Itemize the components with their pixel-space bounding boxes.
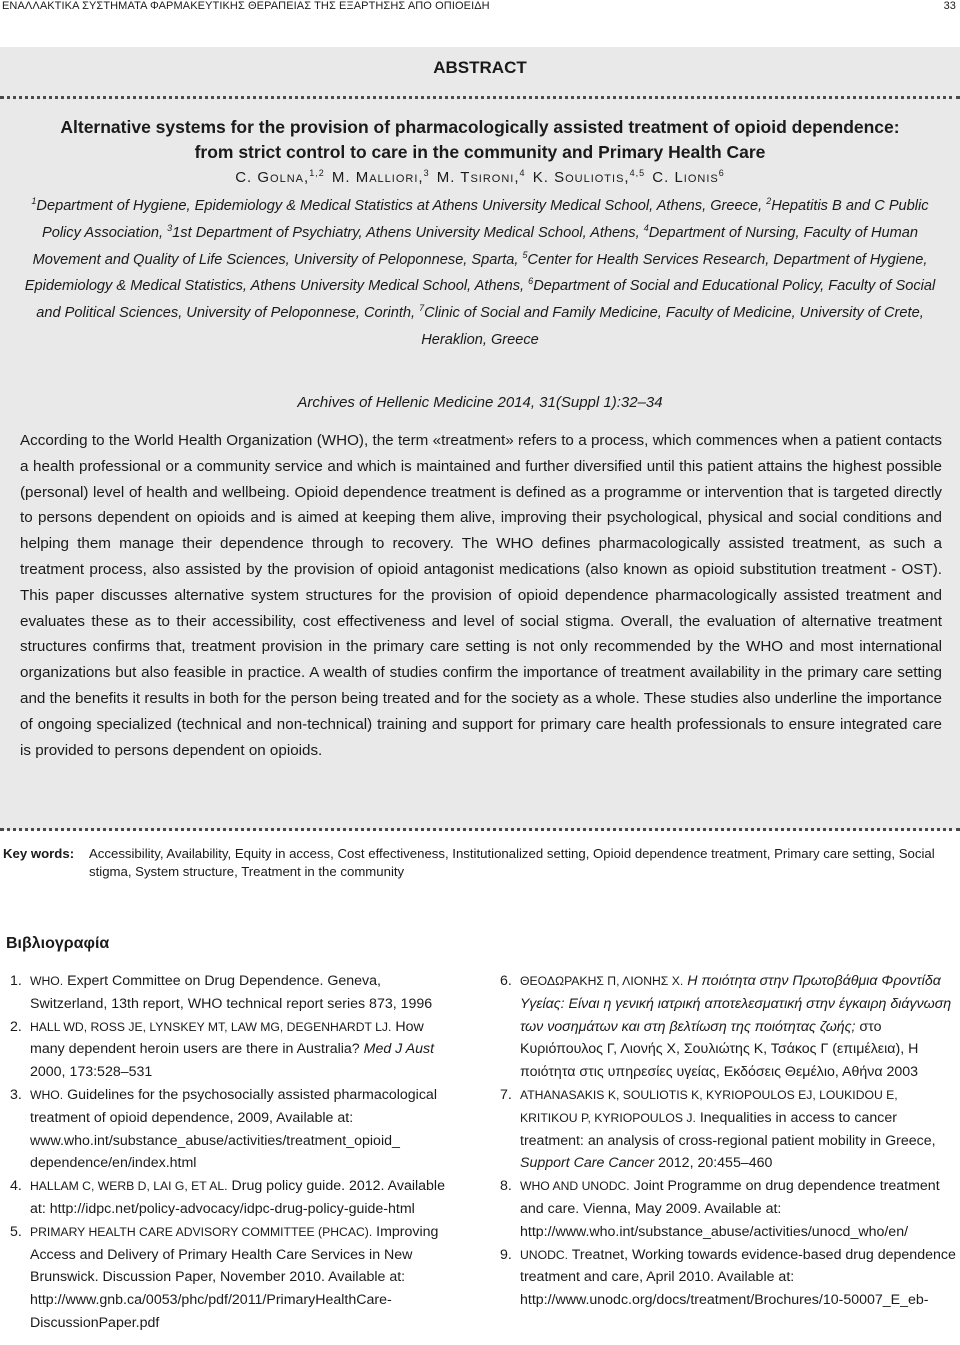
- reference-item: [500, 1244, 958, 1312]
- bibliography-heading: Βιβλιογραφία: [6, 935, 110, 952]
- paper-title: [10, 115, 950, 165]
- reference-authors: WHO AND UNODC.: [520, 1179, 630, 1194]
- author: [235, 169, 324, 186]
- affiliation-text: Center for Health Services Research, Department of Hygiene, Epidemiology & Medical Statistics, Athens University Medical School, Athens,: [24, 251, 928, 295]
- affiliation-text: 1st Department of Psychiatry, Athens University Medical School, Athens,: [172, 224, 644, 241]
- reference-authors: ATHANASAKIS K, SOULIOTIS K, KYRIOPOULOS EJ, LOUKIDOU E, KRITIKOU P, KYRIOPOULOS J.: [520, 1087, 898, 1125]
- affiliation-mark: 5: [522, 249, 528, 260]
- running-header: [0, 0, 960, 14]
- reference-number: 4.: [10, 1178, 22, 1195]
- author-affiliation-mark: 6: [718, 168, 725, 178]
- reference-tail: 2000, 173:528–531: [30, 1064, 153, 1081]
- author-affiliation-mark: 4: [519, 168, 526, 178]
- author-name: K. Souliotis,: [532, 169, 630, 186]
- abstract-heading: ABSTRACT: [433, 58, 527, 77]
- reference-authors: UNODC.: [520, 1247, 569, 1262]
- affiliation-mark: 4: [643, 222, 649, 233]
- reference-item: [10, 1221, 458, 1335]
- reference-number: 6.: [500, 973, 512, 989]
- reference-authors: HALLAM C, WERB D, LAI G, ET AL.: [30, 1179, 228, 1194]
- affiliation-mark: 6: [528, 276, 534, 287]
- reference-number: 1.: [10, 973, 22, 989]
- reference-journal: Η ποιότητα στην Πρωτοβάθμια Φροντίδα Υγείας: Είναι η γενική ιατρική αποτελεσματική στην έγκαιρη διάγνωση των νοσημάτων και στη βελτίωση της ποιότητας ζωής;: [520, 973, 952, 1035]
- author: [332, 169, 430, 186]
- keywords: [3, 845, 958, 881]
- reference-list-right: [500, 970, 958, 1312]
- reference-text: Guidelines for the psychosocially assisted pharmacological treatment of opioid dependence, 2009, Available at: www.who.int/substance_abuse/activities/treatment_opioid_ dependence/en/index.html: [30, 1086, 437, 1172]
- reference-number: 5.: [10, 1223, 22, 1240]
- reference-text: Treatnet, Working towards evidence-based drug dependence treatment and care, April 2010. Available at: http://www.unodc.org/docs/treatment/Brochures/10-50007_E_eb-: [520, 1246, 956, 1309]
- dotted-divider-bottom: [0, 828, 960, 831]
- author-affiliation-mark: 4,5: [629, 168, 646, 178]
- reference-journal: Med J Aust: [363, 1041, 435, 1058]
- reference-item: [10, 1016, 458, 1084]
- affiliation-text: Department of Nursing, Faculty of Human Movement and Quality of Life Sciences, University of Peloponnese, Sparta,: [32, 224, 919, 268]
- reference-number: 9.: [500, 1246, 512, 1263]
- reference-journal: Support Care Cancer: [520, 1155, 655, 1172]
- abstract-body: According to the World Health Organization (WHO), the term «treatment» refers to a process, which commences when a patient contacts a health professional or a community service and which is maintained and further diversified until this patient attains the highest possible (personal) level of health and wellbeing. Opioid dependence treatment is defined as a programme or intervention that is targeted directly to persons dependent on opioids and is aimed at keeping them alive, improving their psychological, physical and social conditions and helping them manage their dependence through to recovery. The WHO defines pharmacologically assisted treatment, as such a treatment process, also assisted by the provision of opioid antagonist medications (also known as opioid substitution treatment - OST). This paper discusses alternative system structures for the provision of opioid dependence pharmacologically assisted treatment and evaluates these as to their accessibility, cost effectiveness and level of social stigma. Overall, the evaluation of alternative treatment structures confirms that, treatment provision in the primary care setting is not only recommended by the WHO and most international organizations but also feasible in practice. A wealth of studies confirm the importance of treatment availability in the primary care setting and the benefits it results in both for the person being treated and for the society as a whole. These studies also underline the importance of ongoing specialized (technical and non-technical) training and support for primary care health professionals to ensure integrated care is provided to persons dependent on opioids.: [20, 432, 942, 759]
- reference-item: [500, 1175, 958, 1243]
- affiliation-text: Hepatitis B and C Public Policy Association,: [41, 198, 929, 241]
- affiliations: [24, 193, 936, 354]
- reference-item: [500, 1084, 958, 1175]
- reference-authors: WHO.: [30, 974, 64, 988]
- reference-number: 3.: [10, 1086, 22, 1103]
- author-list: [0, 169, 960, 186]
- keywords-label: Key words:: [3, 846, 75, 861]
- reference-item: [500, 970, 958, 1084]
- paper-title-line-1: Alternative systems for the provision of pharmacologically assisted treatment of opioid dependence:: [60, 117, 900, 137]
- reference-text: Drug policy guide. 2012. Available at: http://idpc.net/policy-advocacy/idpc-drug-policy-guide-html: [30, 1178, 445, 1217]
- reference-text: Improving Access and Delivery of Primary Health Care Services in New Brunswick. Discussion Paper, November 2010. Available at: http://www.gnb.ca/0053/phc/pdf/2011/PrimaryHealthCare-DiscussionPaper.pdf: [30, 1223, 439, 1331]
- reference-authors: WHO.: [30, 1087, 64, 1102]
- affiliation-text: Department of Social and Educational Policy, Faculty of Social and Political Sciences, University of Peloponnese, Corinth,: [36, 278, 936, 322]
- reference-text: How many dependent heroin users are there in Australia?: [30, 1018, 424, 1058]
- author-name: C. Lionis: [652, 169, 719, 186]
- author: [652, 169, 724, 186]
- keywords-text: Accessibility, Availability, Equity in access, Cost effectiveness, Institutionalized setting, Opioid dependence treatment, Primary care setting, Social stigma, System structure, Treatment in the community: [89, 846, 935, 879]
- reference-text: Expert Committee on Drug Dependence. Geneva, Switzerland, 13th report, WHO technical report series 873, 1996: [30, 973, 433, 1012]
- reference-tail: στο Κυριόπουλος Γ, Λιονής Χ, Σουλιώτης Κ, Τσάκος Γ (επιμέλεια), Η ποιότητα στις υπηρεσίες υγείας, Εκδόσεις Θεμέλιο, Αθήνα 2003: [520, 1018, 919, 1081]
- author-affiliation-mark: 3: [423, 168, 430, 178]
- reference-item: [10, 1084, 458, 1175]
- author-name: C. Golna,: [235, 169, 310, 186]
- affiliation-text: Department of Hygiene, Epidemiology & Medical Statistics at Athens University Medical School, Athens, Greece,: [36, 198, 767, 214]
- affiliation-mark: 3: [167, 222, 173, 233]
- journal-citation: Archives of Hellenic Medicine 2014, 31(Suppl 1):32–34: [297, 394, 663, 411]
- reference-number: 2.: [10, 1018, 22, 1035]
- reference-item: [10, 970, 458, 1016]
- page-number: 33: [943, 0, 956, 12]
- paper-title-line-2: from strict control to care in the community and Primary Health Care: [194, 142, 766, 162]
- reference-tail: 2012, 20:455–460: [654, 1155, 773, 1172]
- reference-text: Joint Programme on drug dependence treatment and care. Vienna, May 2009. Available at: http://www.who.int/substance_abuse/activities/unocd_who/en/: [520, 1178, 940, 1240]
- reference-number: 7.: [500, 1086, 512, 1103]
- author: [437, 169, 526, 186]
- author-name: M. Malliori,: [331, 169, 424, 186]
- reference-authors: PRIMARY HEALTH CARE ADVISORY COMMITTEE (PHCAC).: [30, 1224, 373, 1239]
- reference-item: [10, 1175, 458, 1221]
- affiliation-mark: 2: [766, 196, 772, 206]
- reference-authors: ΘΕΟΔΩΡΑΚΗΣ Π, ΛΙΟΝΗΣ Χ.: [520, 974, 684, 988]
- reference-text: Inequalities in access to cancer treatment: an analysis of cross-regional patient mobility in Greece,: [520, 1109, 936, 1149]
- affiliation-text: Clinic of Social and Family Medicine, Faculty of Medicine, University of Crete, Heraklion, Greece: [421, 305, 924, 348]
- affiliation-mark: 1: [31, 196, 37, 206]
- reference-list-left: [10, 970, 458, 1335]
- affiliation-mark: 7: [419, 303, 425, 314]
- reference-number: 8.: [500, 1178, 512, 1195]
- dotted-divider-top: [0, 96, 960, 99]
- reference-authors: HALL WD, ROSS JE, LYNSKEY MT, LAW MG, DEGENHARDT LJ.: [30, 1019, 392, 1034]
- author-name: M. Tsironi,: [436, 169, 520, 186]
- running-title: ΕΝΑΛΛΑΚΤΙΚΑ ΣΥΣΤΗΜΑΤΑ ΦΑΡΜΑΚΕΥΤΙΚΗΣ ΘΕΡΑΠΕΙΑΣ ΤΗΣ ΕΞΑΡΤΗΣΗΣ ΑΠΟ ΟΠΙΟΕΙΔΗ: [2, 0, 490, 12]
- author: [533, 169, 645, 186]
- author-affiliation-mark: 1,2: [309, 168, 325, 178]
